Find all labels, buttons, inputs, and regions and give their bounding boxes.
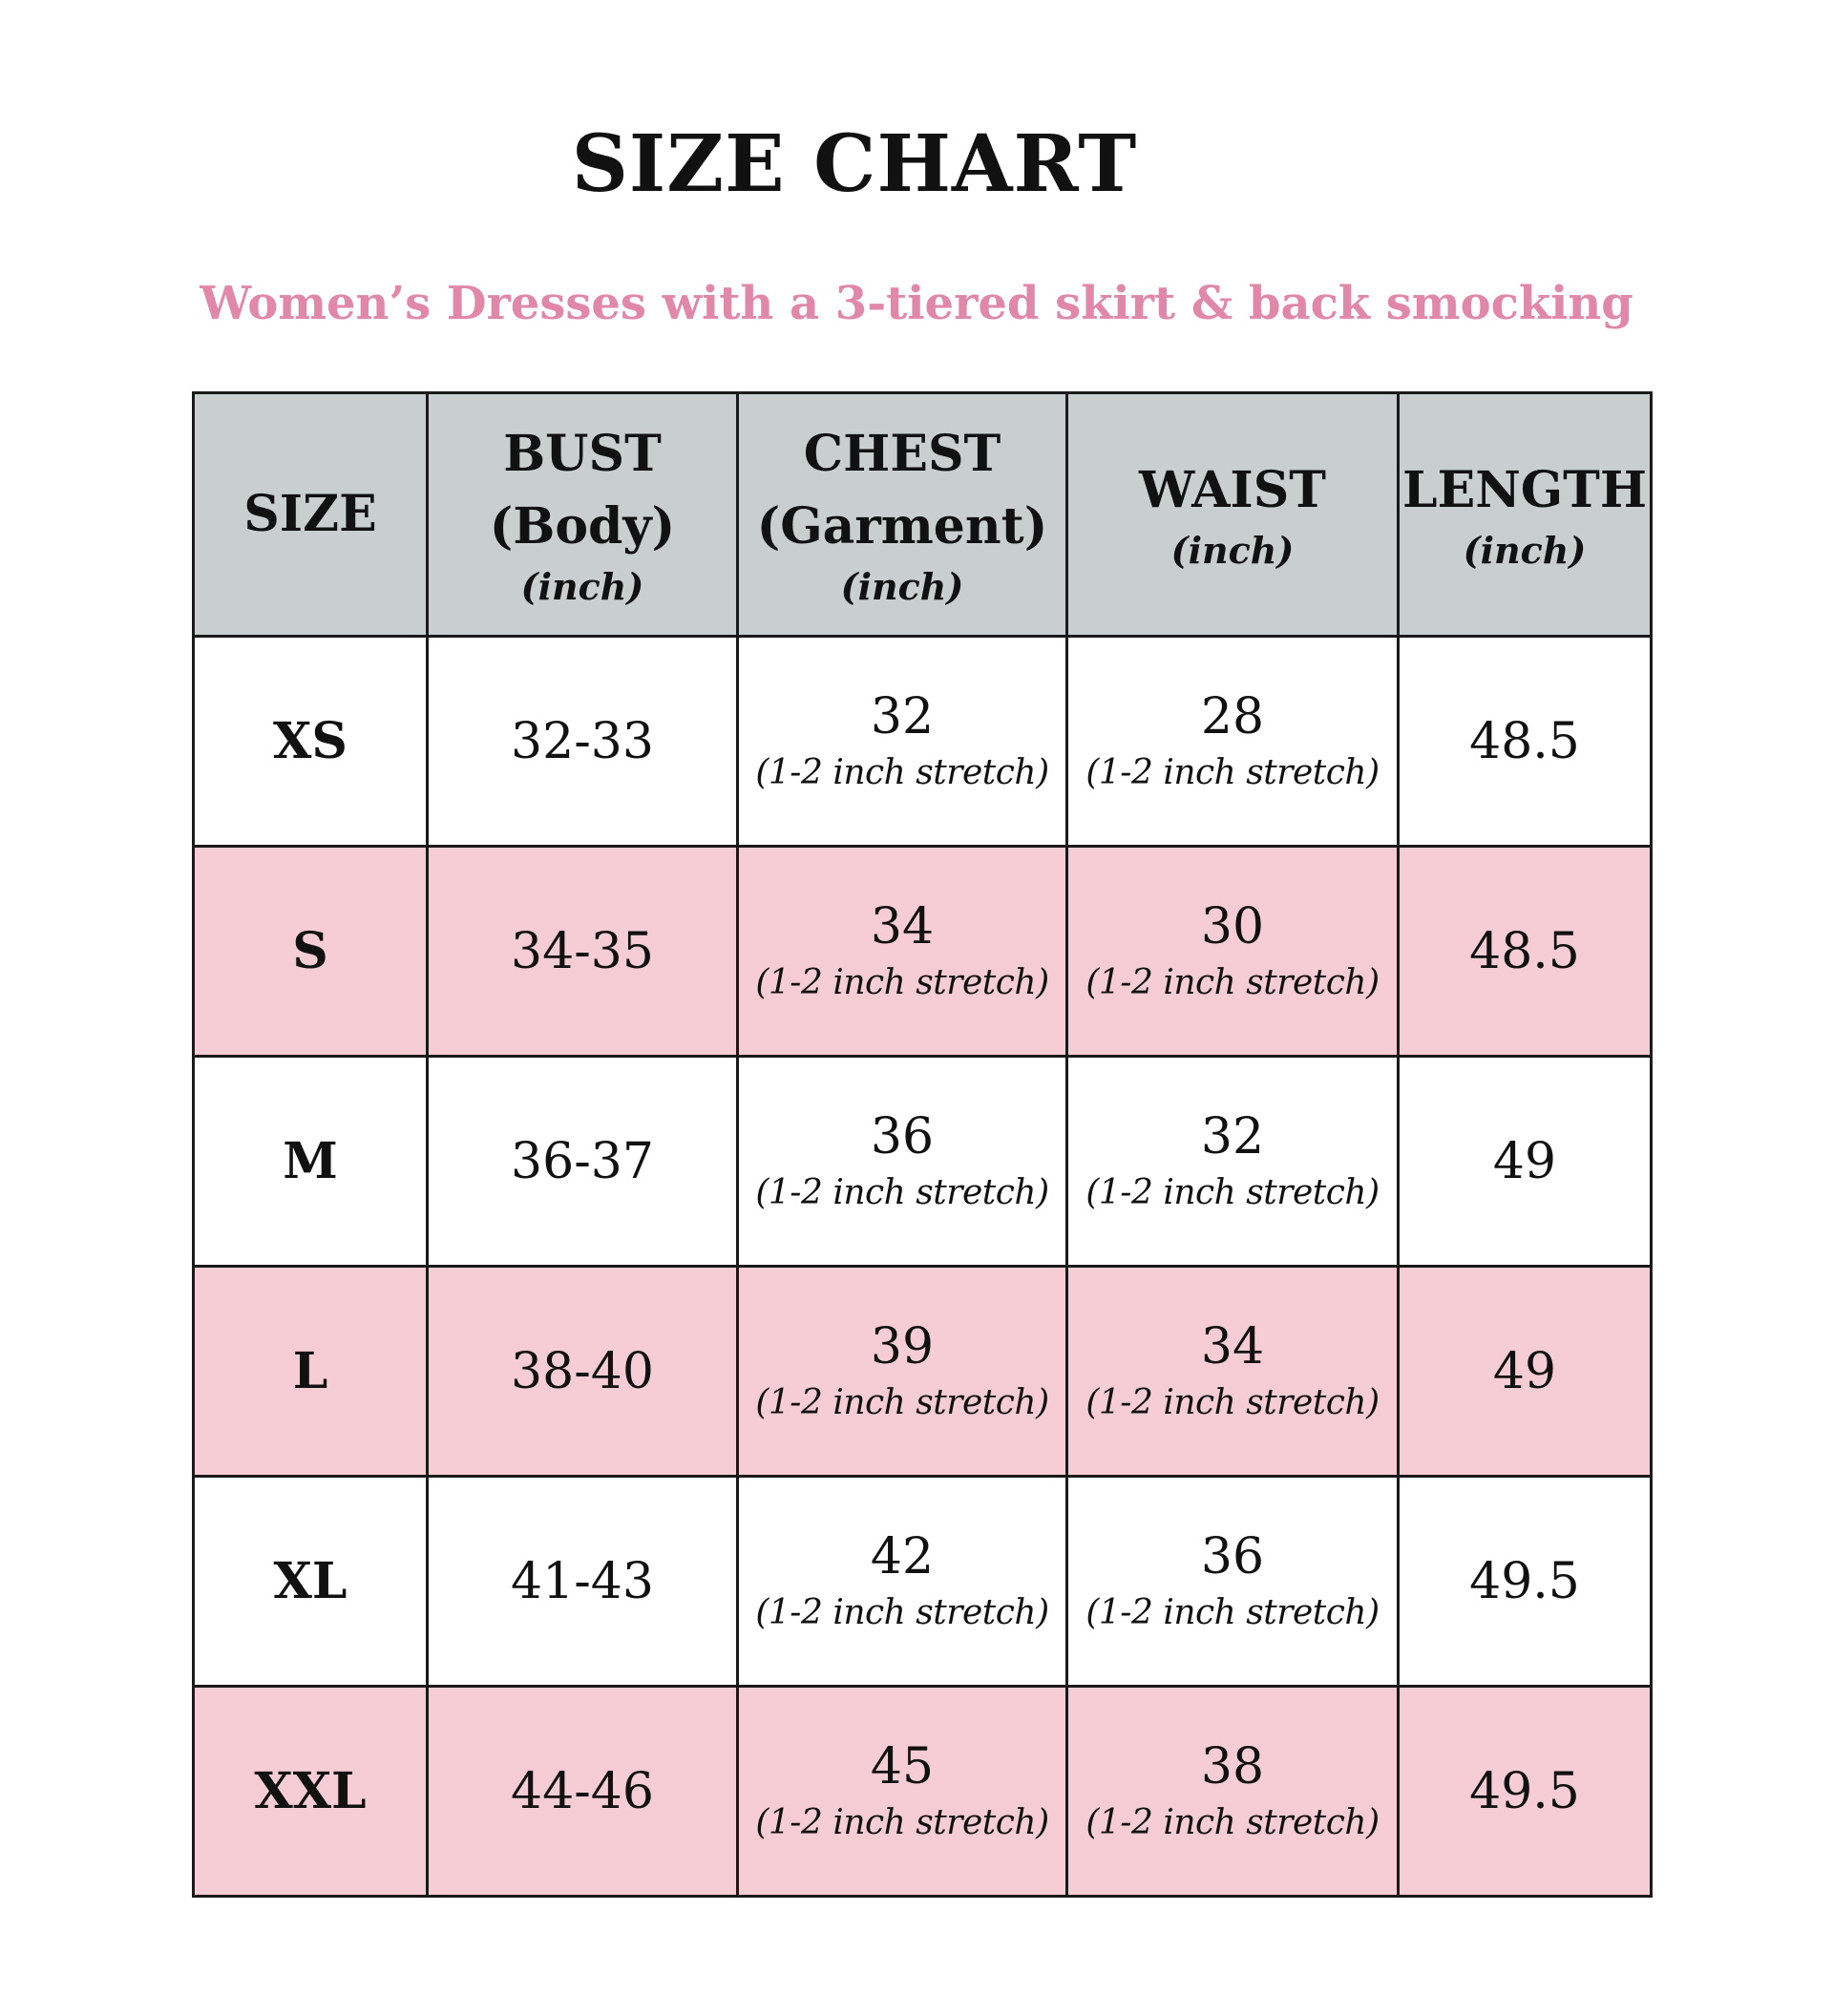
chest-cell bbox=[738, 1477, 1067, 1687]
length-cell bbox=[1399, 637, 1652, 847]
size-cell: L bbox=[194, 1267, 428, 1477]
length-value: 49 bbox=[1492, 1342, 1557, 1400]
size-cell: XS bbox=[194, 637, 428, 847]
bust-value: 38-40 bbox=[511, 1342, 654, 1400]
table-row bbox=[194, 847, 1652, 1057]
bust-value: 34-35 bbox=[511, 922, 654, 980]
length-cell bbox=[1399, 847, 1652, 1057]
size-cell: M bbox=[194, 1057, 428, 1267]
chest-cell bbox=[738, 847, 1067, 1057]
header-length-label: LENGTH bbox=[1402, 461, 1647, 519]
bust-cell bbox=[428, 1477, 738, 1687]
length-value: 49.5 bbox=[1469, 1552, 1580, 1610]
table-row bbox=[194, 637, 1652, 847]
chest-stretch-note: (1-2 inch stretch) bbox=[755, 1802, 1049, 1842]
waist-stretch-note: (1-2 inch stretch) bbox=[1085, 1802, 1380, 1842]
bust-cell bbox=[428, 1267, 738, 1477]
header-length bbox=[1399, 393, 1652, 637]
chest-stretch-note: (1-2 inch stretch) bbox=[755, 1382, 1049, 1422]
waist-value: 30 bbox=[1200, 897, 1265, 956]
length-cell bbox=[1399, 1477, 1652, 1687]
waist-value: 28 bbox=[1200, 687, 1265, 746]
page-subtitle: Women’s Dresses with a 3-tiered skirt & back smocking bbox=[200, 277, 1633, 330]
header-size-label: SIZE bbox=[243, 485, 377, 543]
waist-stretch-note: (1-2 inch stretch) bbox=[1085, 1172, 1380, 1212]
page-title: SIZE CHART bbox=[571, 118, 1138, 210]
table-row bbox=[194, 1267, 1652, 1477]
table-row bbox=[194, 1057, 1652, 1267]
chest-stretch-note: (1-2 inch stretch) bbox=[755, 1172, 1049, 1212]
bust-value: 36-37 bbox=[511, 1132, 654, 1190]
bust-cell bbox=[428, 1687, 738, 1897]
size-chart-table bbox=[192, 391, 1653, 1898]
length-cell bbox=[1399, 1057, 1652, 1267]
header-bust-line1: BUST bbox=[503, 425, 662, 483]
header-bust bbox=[428, 393, 738, 637]
header-waist-label: WAIST bbox=[1139, 461, 1326, 519]
waist-cell bbox=[1067, 847, 1399, 1057]
length-value: 49 bbox=[1492, 1132, 1557, 1190]
header-chest-line1: CHEST bbox=[803, 425, 1001, 483]
waist-stretch-note: (1-2 inch stretch) bbox=[1085, 1382, 1380, 1422]
table-row bbox=[194, 1477, 1652, 1687]
chest-stretch-note: (1-2 inch stretch) bbox=[755, 1592, 1049, 1632]
waist-stretch-note: (1-2 inch stretch) bbox=[1085, 962, 1380, 1002]
waist-cell bbox=[1067, 1057, 1399, 1267]
table-header-row bbox=[194, 393, 1652, 637]
length-value: 48.5 bbox=[1469, 712, 1580, 770]
chest-cell bbox=[738, 1057, 1067, 1267]
waist-stretch-note: (1-2 inch stretch) bbox=[1085, 752, 1380, 792]
bust-cell bbox=[428, 637, 738, 847]
waist-value: 34 bbox=[1200, 1317, 1265, 1376]
chest-value: 34 bbox=[870, 897, 935, 956]
chest-cell bbox=[738, 637, 1067, 847]
waist-stretch-note: (1-2 inch stretch) bbox=[1085, 1592, 1380, 1632]
bust-cell bbox=[428, 1057, 738, 1267]
size-cell: XL bbox=[194, 1477, 428, 1687]
waist-value: 32 bbox=[1200, 1107, 1265, 1166]
header-bust-unit: (inch) bbox=[520, 565, 644, 608]
waist-cell bbox=[1067, 1267, 1399, 1477]
table-row bbox=[194, 1687, 1652, 1897]
waist-cell bbox=[1067, 637, 1399, 847]
chest-value: 36 bbox=[870, 1107, 935, 1166]
header-chest-unit: (inch) bbox=[840, 565, 964, 608]
size-cell: S bbox=[194, 847, 428, 1057]
chest-stretch-note: (1-2 inch stretch) bbox=[755, 962, 1049, 1002]
chest-value: 32 bbox=[870, 687, 935, 746]
header-bust-line2: (Body) bbox=[489, 497, 676, 556]
header-length-unit: (inch) bbox=[1463, 529, 1587, 572]
chest-stretch-note: (1-2 inch stretch) bbox=[755, 752, 1049, 792]
waist-cell bbox=[1067, 1477, 1399, 1687]
length-value: 49.5 bbox=[1469, 1762, 1580, 1820]
length-cell bbox=[1399, 1267, 1652, 1477]
header-chest-line2: (Garment) bbox=[756, 497, 1048, 556]
waist-cell bbox=[1067, 1687, 1399, 1897]
chest-value: 45 bbox=[870, 1737, 935, 1796]
chest-value: 39 bbox=[870, 1317, 935, 1376]
chest-cell bbox=[738, 1267, 1067, 1477]
bust-value: 44-46 bbox=[511, 1762, 654, 1820]
length-cell bbox=[1399, 1687, 1652, 1897]
chest-value: 42 bbox=[870, 1527, 935, 1586]
chest-cell bbox=[738, 1687, 1067, 1897]
waist-value: 36 bbox=[1200, 1527, 1265, 1586]
bust-value: 41-43 bbox=[511, 1552, 654, 1610]
size-cell: XXL bbox=[194, 1687, 428, 1897]
bust-cell bbox=[428, 847, 738, 1057]
header-size bbox=[194, 393, 428, 637]
bust-value: 32-33 bbox=[511, 712, 654, 770]
length-value: 48.5 bbox=[1469, 922, 1580, 980]
header-waist-unit: (inch) bbox=[1170, 529, 1295, 572]
header-waist bbox=[1067, 393, 1399, 637]
waist-value: 38 bbox=[1200, 1737, 1265, 1796]
header-chest bbox=[738, 393, 1067, 637]
